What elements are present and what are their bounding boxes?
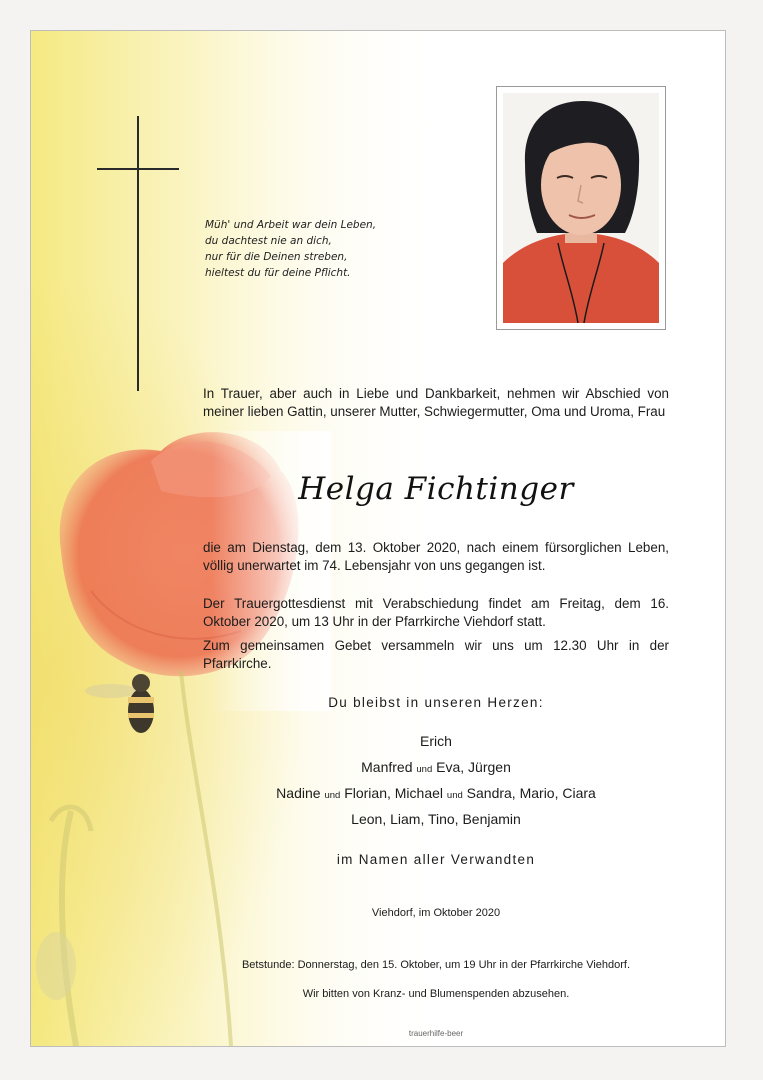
family-line (203, 811, 669, 827)
family-names: Florian, Michael (344, 785, 444, 801)
betstunde-note: Betstunde: Donnerstag, den 15. Oktober, um 19 Uhr in der Pfarrkirche Viehdorf. (241, 959, 631, 971)
heart-line: Du bleibst in unseren Herzen: (328, 695, 544, 710)
deceased-name: Helga Fichtinger (298, 471, 574, 507)
death-text: die am Dienstag, dem 13. Oktober 2020, nach einem fürsorglichen Leben, völlig unerwartet im 74. Lebensjahr von uns gegangen ist. (203, 540, 669, 573)
family-conjunction: und (416, 764, 433, 775)
intro-text: In Trauer, aber auch in Liebe und Dankbarkeit, nehmen wir Abschied von meiner lieben Gattin, unserer Mutter, Schwiegermutter, Oma und Uroma, Frau (203, 386, 669, 419)
poem-line: nur für die Deinen streben, (205, 251, 348, 263)
family-names: Sandra, Mario, Ciara (466, 785, 596, 801)
family-conjunction: und (324, 790, 341, 801)
relatives-line: im Namen aller Verwandten (336, 852, 536, 867)
family-line (203, 785, 669, 801)
poem-line: hieltest du für deine Pflicht. (205, 267, 351, 279)
cross-icon (97, 116, 179, 391)
family-names: Eva, Jürgen (436, 759, 511, 775)
family-conjunction: und (446, 790, 463, 801)
prayer-text: Zum gemeinsamen Gebet versammeln wir uns um 12.30 Uhr in der Pfarrkirche. (203, 638, 669, 671)
death-notice-card (30, 30, 726, 1047)
family-line (203, 733, 669, 749)
portrait-image (503, 93, 659, 323)
family-line (203, 759, 669, 775)
family-names: Erich (420, 733, 452, 749)
family-names: Manfred (361, 759, 413, 775)
flowers-note: Wir bitten von Kranz- und Blumenspenden abzusehen. (302, 988, 570, 1000)
portrait-photo (496, 86, 666, 330)
family-names: Nadine (276, 785, 321, 801)
service-text: Der Trauergottesdienst mit Verabschiedung findet am Freitag, dem 16. Oktober 2020, um 13 Uhr in der Pfarrkirche Viehdorf statt. (203, 596, 669, 629)
place-date: Viehdorf, im Oktober 2020 (371, 907, 501, 919)
poem-line: Müh' und Arbeit war dein Leben, (205, 219, 377, 231)
family-names: Leon, Liam, Tino, Benjamin (351, 811, 521, 827)
poem (205, 217, 455, 281)
poem-line: du dachtest nie an dich, (205, 235, 332, 247)
credit-text: trauerhilfe-beer (408, 1029, 464, 1038)
